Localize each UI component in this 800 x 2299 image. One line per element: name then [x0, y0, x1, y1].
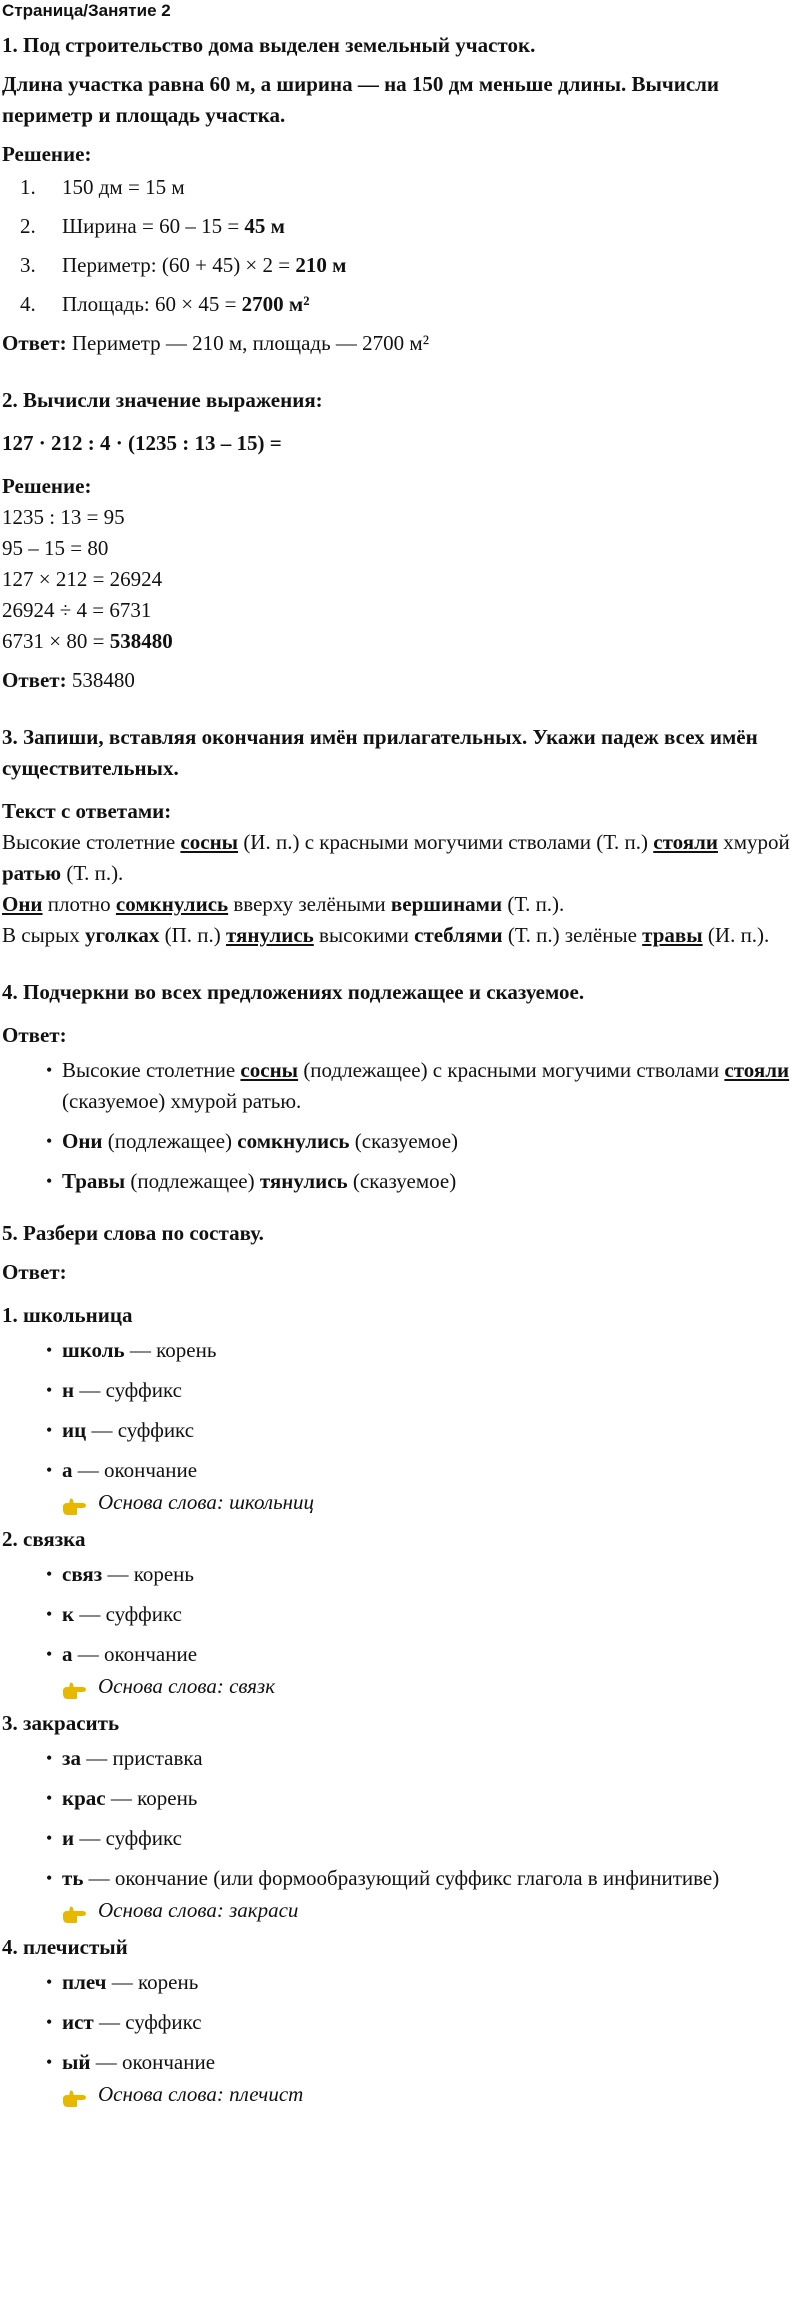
word-basis: Основа слова: закраси	[62, 1895, 792, 1926]
task-5-title: 5. Разбери слова по составу.	[2, 1221, 264, 1245]
calc-line: 95 – 15 = 80	[2, 536, 109, 560]
word-title: 4. плечистый	[2, 1935, 128, 1959]
task-3-text-label: Текст с ответами:	[2, 799, 172, 823]
calc-line: 127 × 212 = 26924	[2, 567, 163, 591]
page-title: Страница/Занятие 2	[2, 1, 171, 20]
bullet-icon: •	[46, 1748, 53, 1768]
bullet-icon: •	[46, 2052, 53, 2072]
task-2-solution-label: Решение:	[2, 474, 92, 498]
task-1-text: Длина участка равна 60 м, а ширина — на 150 дм меньше длины. Вычисли периметр и площадь участка.	[2, 72, 720, 127]
list-item: • связ — корень	[2, 1559, 792, 1590]
task-4-answer-label: Ответ:	[2, 1023, 67, 1047]
bullet-icon: •	[46, 1972, 53, 1992]
list-item: • Травы (подлежащее) тянулись (сказуемое)	[2, 1166, 792, 1197]
bullet-icon: •	[46, 1604, 53, 1624]
word-title: 3. закрасить	[2, 1711, 120, 1735]
task-1-steps	[2, 172, 792, 320]
list-item: • иц — суффикс	[2, 1415, 792, 1446]
task-1-answer: Ответ: Периметр — 210 м, площадь — 2700 м²	[2, 331, 429, 355]
list-item: • крас — корень	[2, 1783, 792, 1814]
list-item: • а — окончание	[2, 1455, 792, 1486]
list-item: • и — суффикс	[2, 1823, 792, 1854]
morpheme-list	[2, 1967, 792, 2078]
morpheme-list	[2, 1559, 792, 1670]
list-item: • школь — корень	[2, 1335, 792, 1366]
bullet-icon: •	[46, 1420, 53, 1440]
list-item: • ист — суффикс	[2, 2007, 792, 2038]
list-item: • н — суффикс	[2, 1375, 792, 1406]
step: 4. Площадь: 60 × 45 = 2700 м²	[20, 292, 310, 316]
bullet-icon: •	[46, 1868, 53, 1888]
list-item: • Они (подлежащее) сомкнулись (сказуемое)	[2, 1126, 792, 1157]
bullet-icon: •	[46, 1380, 53, 1400]
calc-line: 26924 ÷ 4 = 6731	[2, 598, 152, 622]
word-title: 1. школьница	[2, 1303, 133, 1327]
list-item: • к — суффикс	[2, 1599, 792, 1630]
step: 1. 150 дм = 15 м	[20, 175, 185, 199]
bullet-icon: •	[46, 2012, 53, 2032]
step: 3. Периметр: (60 + 45) × 2 = 210 м	[20, 253, 347, 277]
task-1-title: 1. Под строительство дома выделен земельный участок.	[2, 33, 536, 57]
list-item: • за — приставка	[2, 1743, 792, 1774]
task-4-list	[2, 1055, 792, 1197]
morpheme-list	[2, 1743, 792, 1894]
pointing-hand-icon	[62, 2086, 90, 2104]
bullet-icon: •	[46, 1340, 53, 1360]
word-basis: Основа слова: плечист	[62, 2079, 792, 2110]
task-5-answer-label: Ответ:	[2, 1260, 67, 1284]
list-item: • а — окончание	[2, 1639, 792, 1670]
word-basis: Основа слова: школьниц	[62, 1487, 792, 1518]
task-2-expression: 127 · 212 : 4 · (1235 : 13 – 15) =	[2, 431, 282, 455]
word-basis: Основа слова: связк	[62, 1671, 792, 1702]
pointing-hand-icon	[62, 1678, 90, 1696]
bullet-icon: •	[46, 1460, 53, 1480]
bullet-icon: •	[46, 1060, 53, 1080]
pointing-hand-icon	[62, 1902, 90, 1920]
bullet-icon: •	[46, 1788, 53, 1808]
task-3-sentence-2: Они плотно сомкнулись вверху зелёными вершинами (Т. п.).	[2, 892, 565, 916]
step: 2. Ширина = 60 – 15 = 45 м	[20, 214, 285, 238]
task-3-sentence-3: В сырых уголках (П. п.) тянулись высокими стеблями (Т. п.) зелёные травы (И. п.).	[2, 923, 770, 947]
pointing-hand-icon	[62, 1494, 90, 1512]
bullet-icon: •	[46, 1171, 53, 1191]
list-item: • ый — окончание	[2, 2047, 792, 2078]
bullet-icon: •	[46, 1131, 53, 1151]
calc-line: 1235 : 13 = 95	[2, 505, 125, 529]
task-3-sentence-1: Высокие столетние сосны (И. п.) с красными могучими стволами (Т. п.) стояли хмурой ратью (Т. п.).	[2, 830, 790, 885]
list-item: • Высокие столетние сосны (подлежащее) с красными могучими стволами стояли (сказуемое) хмурой ратью.	[2, 1055, 792, 1117]
bullet-icon: •	[46, 1564, 53, 1584]
task-2-calculation	[2, 502, 792, 657]
bullet-icon: •	[46, 1644, 53, 1664]
task-2-answer: Ответ: 538480	[2, 668, 135, 692]
calc-line: 6731 × 80 = 538480	[2, 629, 173, 653]
morpheme-list	[2, 1335, 792, 1486]
word-title: 2. связка	[2, 1527, 86, 1551]
task-1-solution-label: Решение:	[2, 142, 92, 166]
task-3-title: 3. Запиши, вставляя окончания имён прилагательных. Укажи падеж всех имён существительных.	[2, 725, 758, 780]
list-item: • плеч — корень	[2, 1967, 792, 1998]
task-4-title: 4. Подчеркни во всех предложениях подлежащее и сказуемое.	[2, 980, 585, 1004]
list-item: • ть — окончание (или формообразующий суффикс глагола в инфинитиве)	[2, 1863, 792, 1894]
bullet-icon: •	[46, 1828, 53, 1848]
task-2-title: 2. Вычисли значение выражения:	[2, 388, 323, 412]
